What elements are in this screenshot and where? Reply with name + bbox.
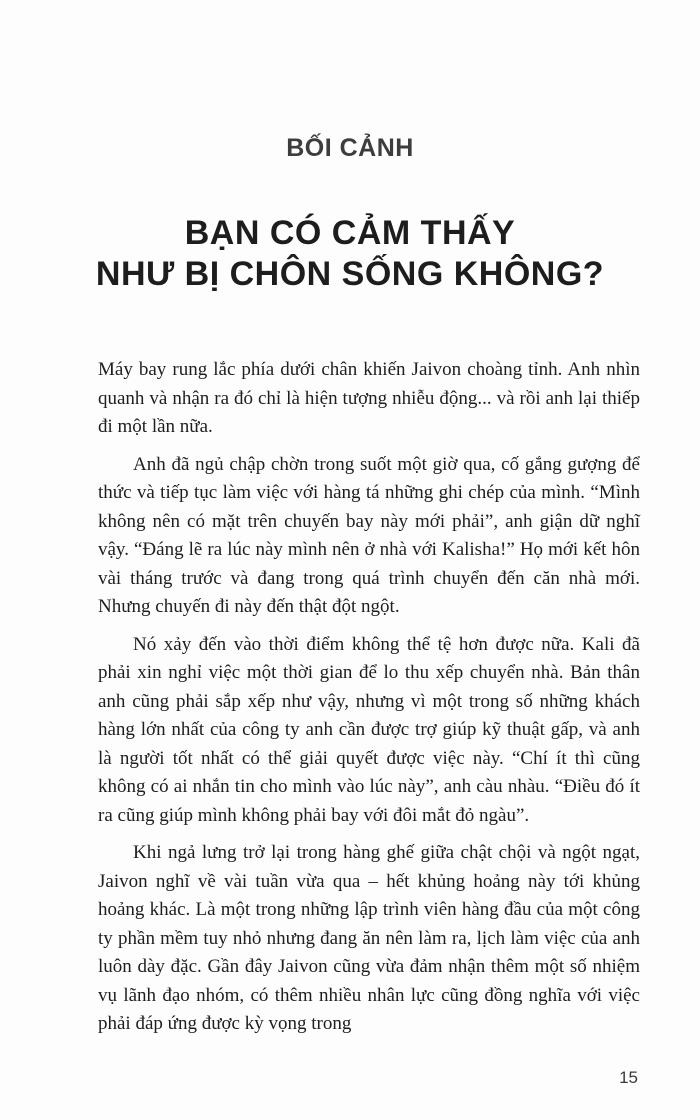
chapter-title <box>0 213 700 295</box>
chapter-title-line-1: BẠN CÓ CẢM THẤY <box>184 214 516 252</box>
paragraph: Khi ngả lưng trở lại trong hàng ghế giữa chật chội và ngột ngạt, Jaivon nghĩ về vài tuần vừa qua – hết khủng hoảng này tới khủng hoảng khác. Là một trong những lập trình viên hàng đầu của một công ty phần mềm tuy nhỏ nhưng đang ăn nên làm ra, lịch làm việc của anh luôn dày đặc. Gần đây Jaivon cũng vừa đảm nhận thêm một số nhiệm vụ lãnh đạo nhóm, có thêm nhiều nhân lực cũng đồng nghĩa với việc phải đáp ứng được kỳ vọng trong <box>98 842 640 1034</box>
chapter-title-line-2: NHƯ BỊ CHÔN SỐNG KHÔNG? <box>95 255 605 293</box>
body-text <box>98 356 640 1048</box>
paragraph: Máy bay rung lắc phía dưới chân khiến Jaivon choàng tỉnh. Anh nhìn quanh và nhận ra đó chỉ là hiện tượng nhiễu động... và rồi anh lại thiếp đi một lần nữa. <box>98 359 640 437</box>
paragraph: Nó xảy đến vào thời điểm không thể tệ hơn được nữa. Kali đã phải xin nghỉ việc một thời gian để lo thu xếp chuyển nhà. Bản thân anh cũng phải sắp xếp như vậy, nhưng vì một trong số những khách hàng lớn nhất của công ty anh cần được trợ giúp kỹ thuật gấp, và anh là người tốt nhất có thể giải quyết được việc này. “Chí ít thì cũng không có ai nhắn tin cho mình vào lúc này”, anh càu nhàu. “Điều đó ít ra cũng giúp mình không phải bay với đôi mắt đỏ ngàu”. <box>98 633 640 826</box>
page-number: 15 <box>619 1068 638 1087</box>
paragraph: Anh đã ngủ chập chờn trong suốt một giờ qua, cố gắng gượng để thức và tiếp tục làm việc với hàng tá những ghi chép của mình. “Mình không nên có mặt trên chuyến bay này mới phải”, anh giận dữ nghĩ vậy. “Đáng lẽ ra lúc này mình nên ở nhà với Kalisha!” Họ mới kết hôn vài tháng trước và đang trong quá trình chuyển đến căn nhà mới. Nhưng chuyến đi này đến thật đột ngột. <box>98 453 640 617</box>
section-label: BỐI CẢNH <box>286 134 414 162</box>
